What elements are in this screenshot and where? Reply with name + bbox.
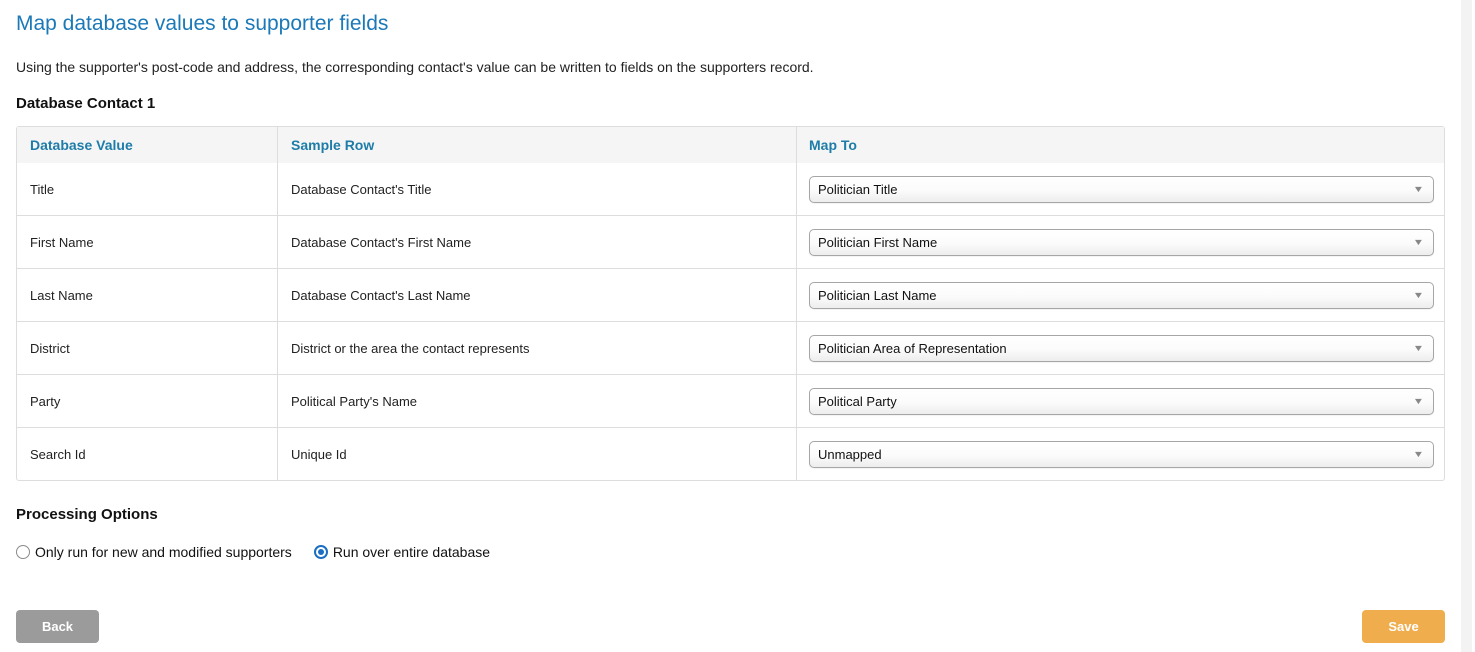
page-title: Map database values to supporter fields: [16, 12, 389, 35]
map-to-cell: [797, 322, 1444, 374]
map-to-select-last-name[interactable]: [809, 282, 1434, 309]
processing-options-group: [16, 544, 1475, 560]
radio-option-new-and-modified[interactable]: [16, 544, 292, 560]
footer-actions: [16, 610, 1445, 643]
map-to-selected-value: Politician Area of Representation: [818, 340, 1007, 356]
map-to-selected-value: Politician Last Name: [818, 287, 937, 303]
map-to-select-district[interactable]: [809, 335, 1434, 362]
database-value-cell: Search Id: [17, 428, 278, 480]
map-to-selected-value: Politician Title: [818, 181, 898, 197]
map-to-cell: [797, 269, 1444, 321]
table-row-search-id: [17, 427, 1444, 480]
map-to-cell: [797, 375, 1444, 427]
back-button[interactable]: Back: [16, 610, 99, 643]
map-to-select-title[interactable]: [809, 176, 1434, 203]
column-header-sample-row: Sample Row: [278, 127, 797, 163]
database-value-cell: Title: [17, 163, 278, 215]
map-to-select-party[interactable]: [809, 388, 1434, 415]
map-to-cell: [797, 428, 1444, 480]
map-to-selected-value: Unmapped: [818, 446, 882, 462]
save-button[interactable]: Save: [1362, 610, 1445, 643]
map-to-cell: [797, 216, 1444, 268]
database-value-cell: Party: [17, 375, 278, 427]
radio-label: Only run for new and modified supporters: [35, 544, 292, 560]
database-value-cell: District: [17, 322, 278, 374]
sample-row-cell: Database Contact's Title: [278, 163, 797, 215]
table-header-row: [17, 127, 1444, 163]
map-to-selected-value: Political Party: [818, 393, 897, 409]
processing-options-title: Processing Options: [16, 506, 158, 523]
database-value-cell: Last Name: [17, 269, 278, 321]
sample-row-cell: District or the area the contact represents: [278, 322, 797, 374]
column-header-map-to: Map To: [809, 137, 857, 153]
radio-button-icon[interactable]: [16, 545, 30, 559]
chevron-down-icon: ▼: [1412, 449, 1425, 459]
map-to-select-search-id[interactable]: [809, 441, 1434, 468]
sample-row-cell: Unique Id: [278, 428, 797, 480]
chevron-down-icon: ▼: [1412, 184, 1425, 194]
sample-row-cell: Database Contact's Last Name: [278, 269, 797, 321]
chevron-down-icon: ▼: [1412, 237, 1425, 247]
radio-button-icon[interactable]: [314, 545, 328, 559]
database-value-cell: First Name: [17, 216, 278, 268]
vertical-scrollbar[interactable]: [1461, 0, 1472, 652]
chevron-down-icon: ▼: [1412, 343, 1425, 353]
chevron-down-icon: ▼: [1412, 290, 1425, 300]
mapping-table: [16, 126, 1445, 481]
radio-option-entire-database[interactable]: [314, 544, 490, 560]
page-description: Using the supporter's post-code and address, the corresponding contact's value can be written to fields on the supporters record.: [16, 59, 814, 75]
table-row-title: [17, 163, 1444, 215]
map-to-selected-value: Politician First Name: [818, 234, 938, 250]
table-row-party: [17, 374, 1444, 427]
column-header-database-value: Database Value: [17, 127, 278, 163]
table-body: [17, 163, 1444, 480]
map-to-cell: [797, 163, 1444, 215]
sample-row-cell: Political Party's Name: [278, 375, 797, 427]
table-row-district: [17, 321, 1444, 374]
chevron-down-icon: ▼: [1412, 396, 1425, 406]
map-to-select-first-name[interactable]: [809, 229, 1434, 256]
radio-label: Run over entire database: [332, 544, 491, 560]
sample-row-cell: Database Contact's First Name: [278, 216, 797, 268]
section-title-database-contact: Database Contact 1: [16, 95, 156, 112]
table-row-first-name: [17, 215, 1444, 268]
table-row-last-name: [17, 268, 1444, 321]
